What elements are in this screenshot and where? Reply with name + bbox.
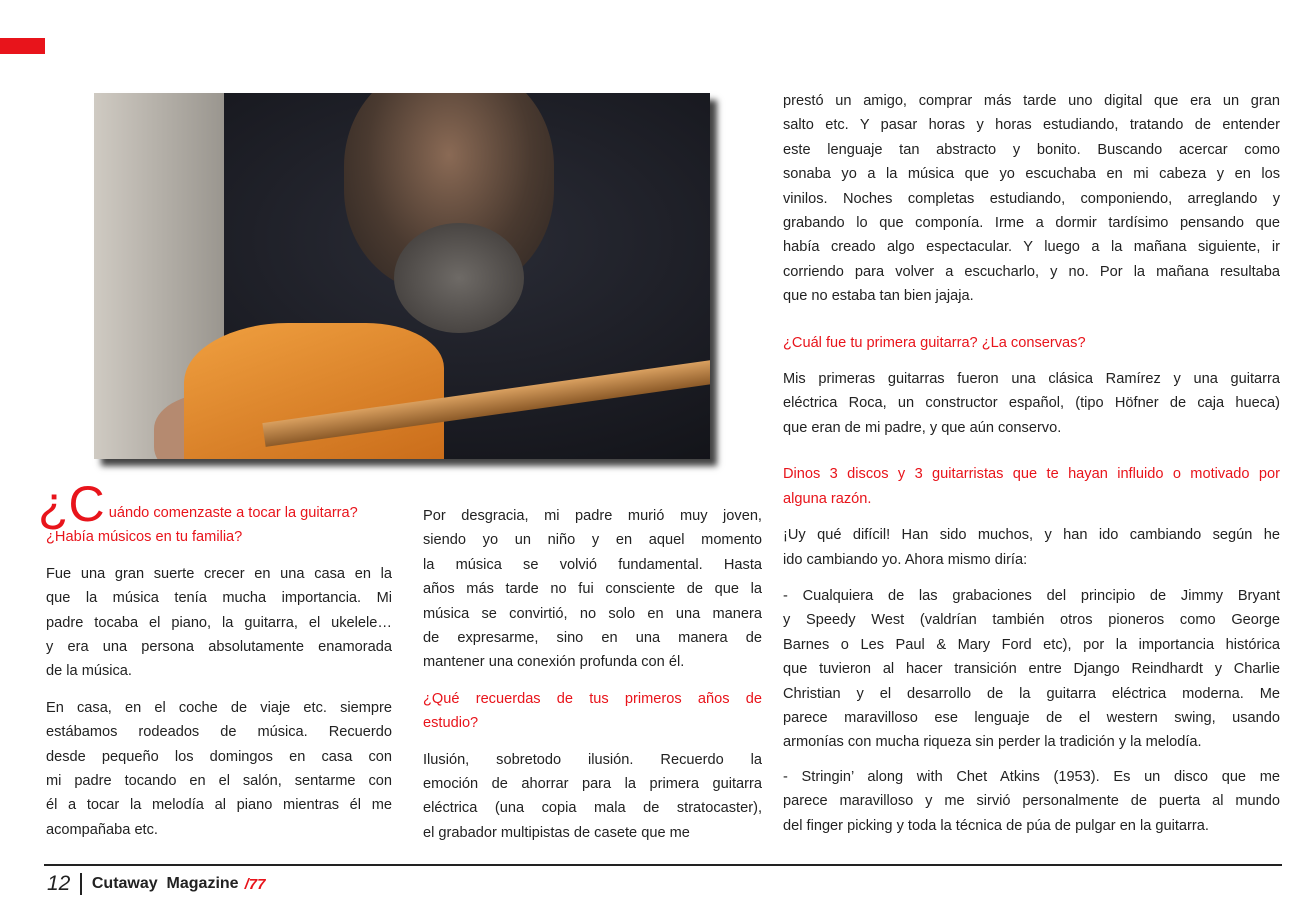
text-line: emoción de ahorrar para la primera guitarra (423, 776, 762, 793)
text-line: corriendo para volver a escucharlo, y no. Por la mañana resultaba (783, 263, 1280, 280)
question-heading (783, 331, 1280, 355)
text-line: Christian y el desarrollo de la guitarra eléctrica moderna. Me (783, 685, 1280, 702)
text-line: que la música tenía mucha importancia. Mi (46, 590, 392, 607)
question-heading (423, 687, 762, 736)
text-line: Barnes o Les Paul & Mary Ford etc), por la importancia histórica (783, 636, 1280, 653)
text-line: En casa, en el coche de viaje etc. siempre (46, 699, 392, 716)
text-line: eléctrica Roca, un constructor español, (tipo Höfner de caja hueca) (783, 395, 1280, 412)
issue-number: /77 (244, 875, 266, 893)
paragraph (423, 748, 762, 846)
section-marker (0, 38, 45, 54)
text-line: padre tocaba el piano, la guitarra, el ukelele… (46, 614, 392, 631)
text-line: la música se volvió fundamental. Hasta (423, 556, 762, 573)
question-line: uándo comenzaste a tocar la guitarra? (108, 505, 358, 521)
text-line: Dinos 3 discos y 3 guitarristas que te hayan influido o motivado por (783, 466, 1280, 483)
footer-separator (80, 873, 82, 895)
text-line: ¡Uy qué difícil! Han sido muchos, y han ido cambiando según he (783, 527, 1280, 544)
paragraph (423, 504, 762, 675)
text-line: alguna razón. (783, 490, 872, 507)
text-line: mantener una conexión profunda con él. (423, 654, 685, 671)
text-line: parece maravilloso ese lenguaje de el western swing, usando (783, 709, 1280, 726)
question-line: ¿Había músicos en tu familia? (46, 529, 243, 546)
paragraph (46, 696, 392, 842)
text-line: del finger picking y toda la técnica de púa de pulgar en la guitarra. (783, 817, 1209, 834)
paragraph (783, 367, 1280, 440)
guitarist-photo (94, 93, 710, 459)
text-line: salto etc. Y pasar horas y horas estudiando, tratando de entender (783, 117, 1280, 134)
text-line: Ilusión, sobretodo ilusión. Recuerdo la (423, 751, 762, 768)
text-line: años más tarde no fui consciente de que la (423, 581, 762, 598)
paragraph (783, 765, 1280, 838)
column-1 (38, 476, 392, 852)
page-number: 12 (47, 872, 71, 895)
question-heading (783, 462, 1280, 511)
text-line: de la música. (46, 663, 132, 680)
text-line: que no estaba tan bien jajaja. (783, 288, 974, 305)
text-line: estudio? (423, 715, 479, 732)
text-line: Fue una gran suerte crecer en una casa en la (46, 565, 392, 582)
text-line: Mis primeras guitarras fueron una clásica Ramírez y una guitarra (783, 371, 1280, 388)
text-line: que eran de mi padre, y que aún conservo. (783, 419, 1062, 436)
text-line: - Cualquiera de las grabaciones del principio de Jimmy Bryant (783, 587, 1280, 604)
text-line: desde pequeño los domingos en casa con (46, 748, 392, 765)
column-2 (423, 504, 762, 855)
paragraph (783, 584, 1280, 755)
magazine-name: Cutaway Magazine (91, 875, 239, 892)
text-line: ido cambiando yo. Ahora mismo diría: (783, 551, 1028, 568)
text-line: había creado algo espectacular. Y luego a la mañana siguiente, ir (783, 239, 1280, 256)
paragraph (46, 562, 392, 684)
text-line: acompañaba etc. (46, 821, 158, 838)
text-line: parece maravilloso y me sirvió personalmente de puerta al mundo (783, 793, 1280, 810)
text-line: estábamos rodeados de música. Recuerdo (46, 724, 392, 741)
text-line: música se convirtió, no solo en una manera (423, 605, 762, 622)
text-line: - Stringin’ along with Chet Atkins (1953). Es un disco que me (783, 768, 1280, 785)
question-heading (38, 476, 392, 550)
text-line: prestó un amigo, comprar más tarde uno digital que era un gran (783, 93, 1280, 109)
text-line: el grabador multipistas de casete que me (423, 824, 690, 841)
text-line: armonías con mucha riqueza sin perder la tradición y la melodía. (783, 734, 1202, 751)
text-line: Por desgracia, mi padre murió muy joven, (423, 508, 762, 524)
text-line: mi padre tocando en el salón, sentarme con (46, 773, 392, 790)
drop-cap: ¿C (38, 476, 105, 532)
text-line: grabando lo que componía. Irme a dormir tardísimo pensando que (783, 215, 1280, 232)
text-line: ¿Qué recuerdas de tus primeros años de (423, 690, 762, 707)
text-line: ¿Cuál fue tu primera guitarra? ¿La conservas? (783, 334, 1086, 351)
text-line: vinilos. Noches completas estudiando, componiendo, arreglando y (783, 190, 1280, 207)
paragraph (783, 523, 1280, 572)
text-line: él a tocar la melodía al piano mientras él me (46, 797, 392, 814)
text-line: que tuvieron al hacer transición entre Django Reindhardt y Charlie (783, 661, 1280, 678)
footer (47, 872, 265, 896)
text-line: y era una persona absolutamente enamorada (46, 639, 392, 656)
footer-rule (44, 864, 1282, 866)
text-line: y Speedy West (valdrían también otros pioneros como George (783, 612, 1280, 629)
text-line: eléctrica (una copia mala de stratocaster), (423, 800, 762, 817)
text-line: sonaba yo a la música que yo escuchaba en mi cabeza y en los (783, 166, 1280, 183)
text-line: este lenguaje tan abstracto y bonito. Buscando acercar como (783, 141, 1280, 158)
text-line: siendo yo un niño y en aquel momento (423, 532, 762, 549)
paragraph (783, 89, 1280, 309)
text-line: de expresarme, sino en una manera de (423, 630, 762, 647)
column-3 (783, 89, 1280, 848)
